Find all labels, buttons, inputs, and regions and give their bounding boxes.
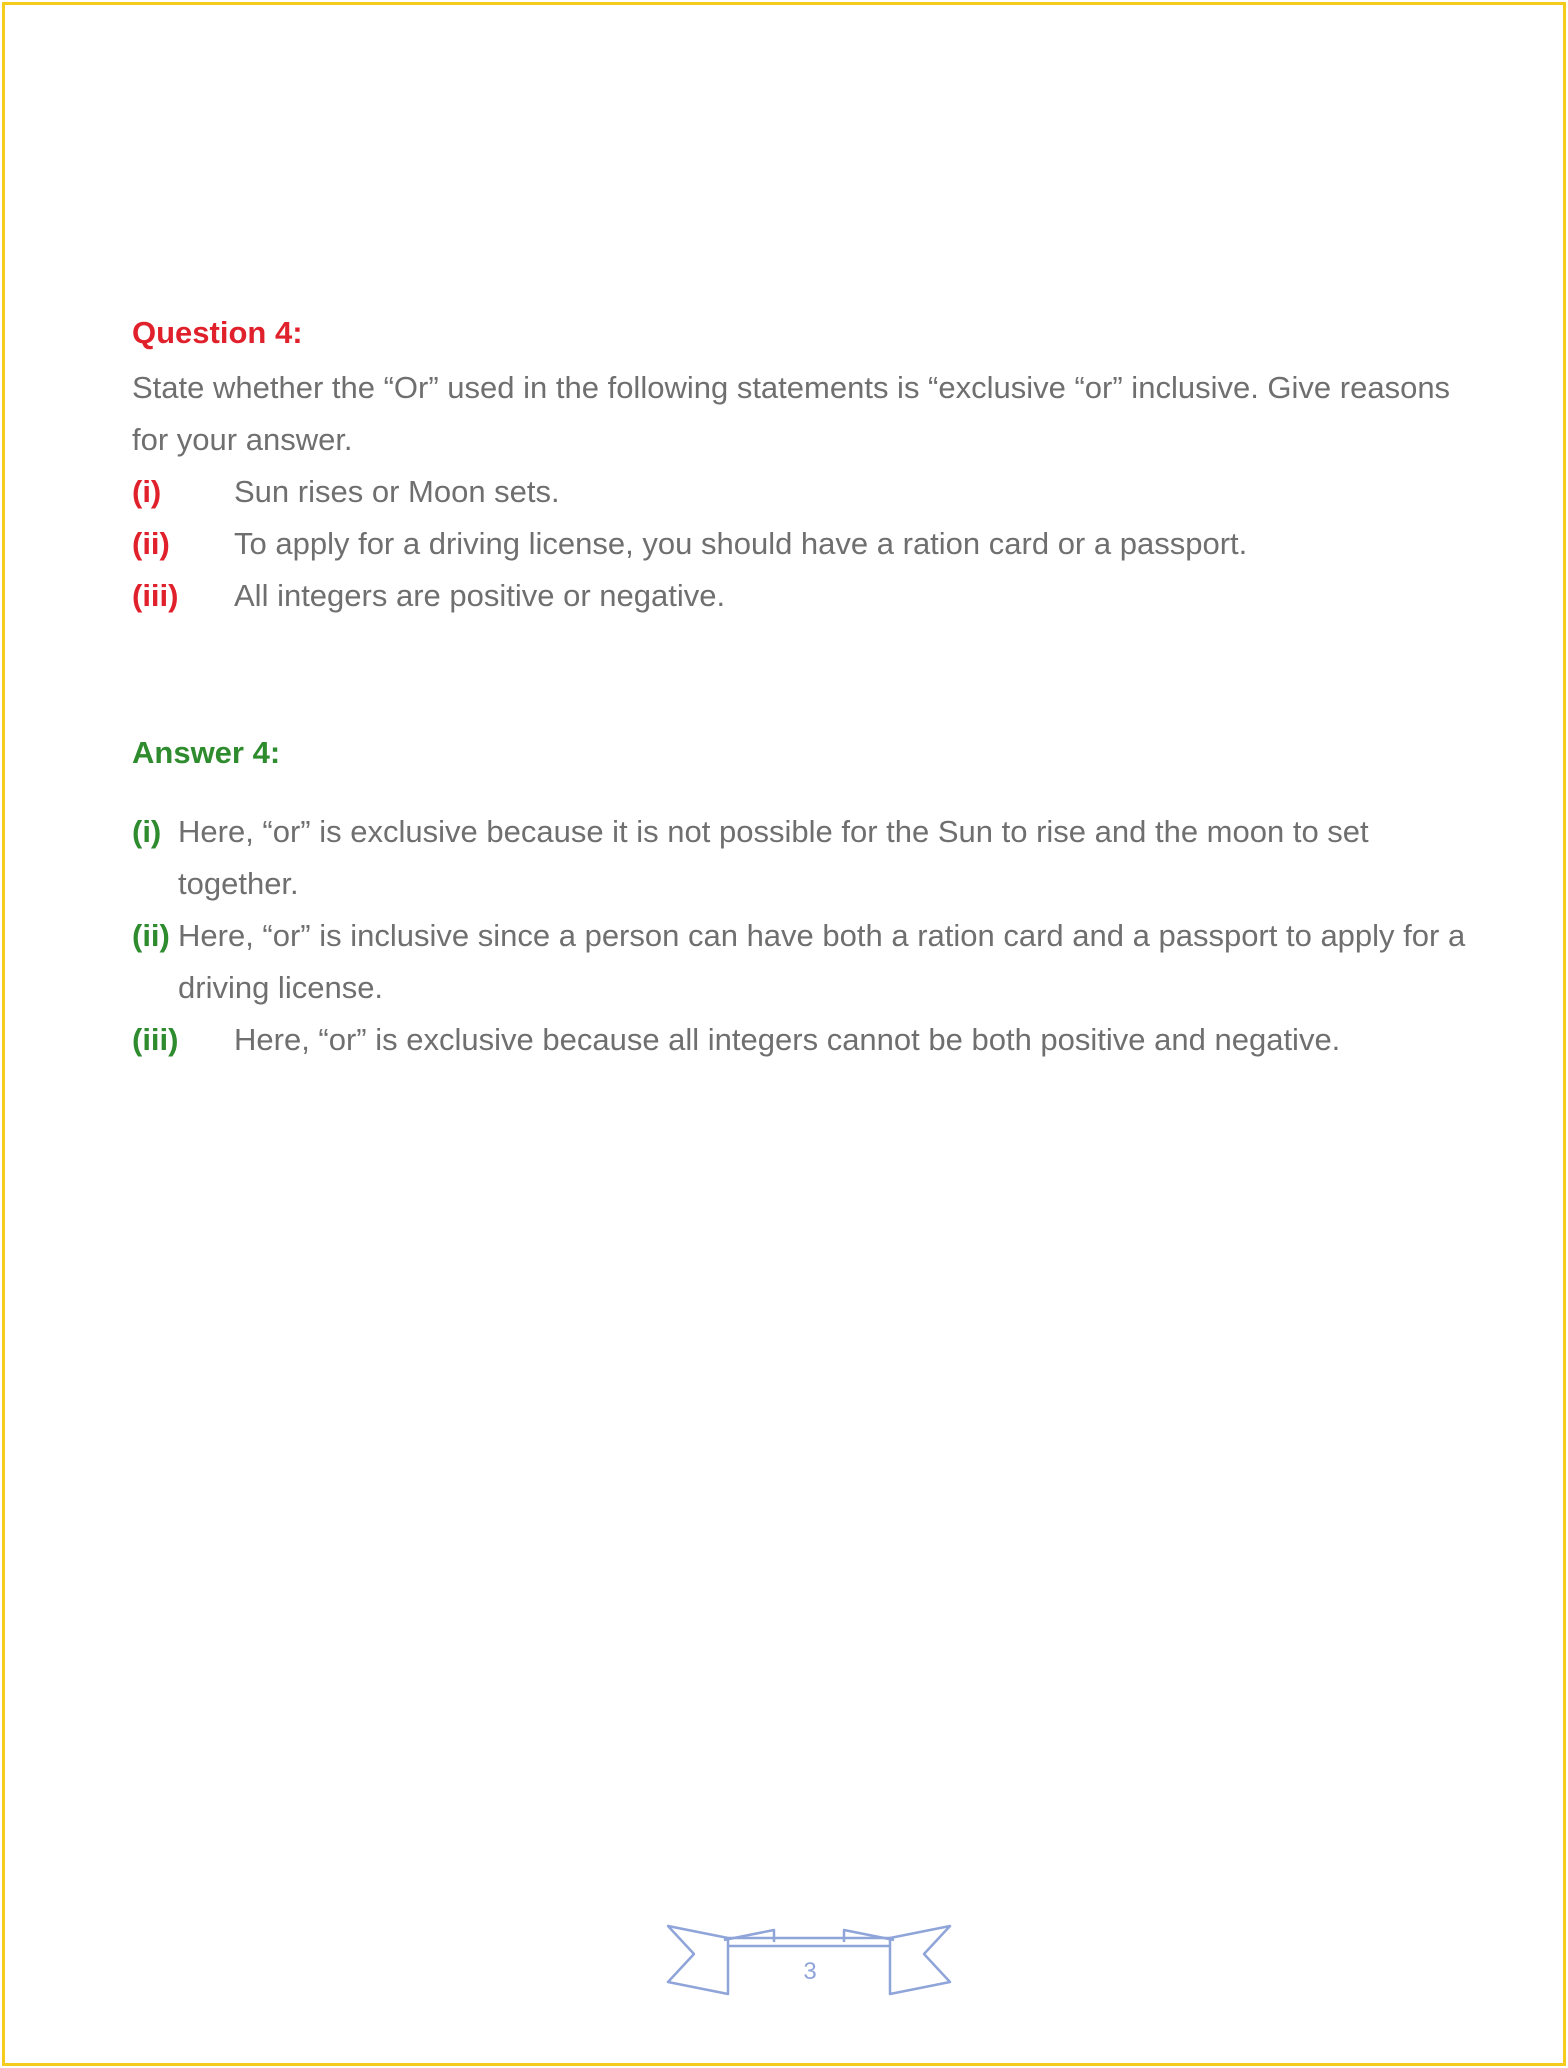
document-content <box>132 312 1472 1066</box>
question-item <box>132 570 1472 622</box>
question-item-marker: (iii) <box>132 578 179 613</box>
answer-item <box>132 806 1472 910</box>
question-item <box>132 466 1472 518</box>
question-item-text: Sun rises or Moon sets. <box>234 474 560 509</box>
answer-heading: Answer 4: <box>132 735 281 770</box>
answer-item-marker: (i) <box>132 814 162 849</box>
page-number: 3 <box>803 1958 817 1985</box>
answer-item-marker: (iii) <box>132 1022 179 1057</box>
question-intro: State whether the “Or” used in the following statements is “exclusive “or” inclusive. Give reasons for your answer. <box>132 370 1451 457</box>
answer-item-text: Here, “or” is exclusive because it is not possible for the Sun to rise and the moon to set together. <box>178 814 1369 901</box>
answer-list <box>132 806 1472 1066</box>
answer-item <box>132 1014 1472 1066</box>
question-item-text: All integers are positive or negative. <box>234 578 726 613</box>
question-item-text: To apply for a driving license, you should have a ration card or a passport. <box>234 526 1248 561</box>
answer-item <box>132 910 1472 1014</box>
question-item-marker: (i) <box>132 474 162 509</box>
question-list <box>132 466 1472 622</box>
question-item <box>132 518 1472 570</box>
question-heading: Question 4: <box>132 315 303 350</box>
question-item-marker: (ii) <box>132 526 170 561</box>
answer-item-text: Here, “or” is exclusive because all integers cannot be both positive and negative. <box>234 1022 1341 1057</box>
answer-item-text: Here, “or” is inclusive since a person can have both a ration card and a passport to apply for a driving license. <box>178 918 1466 1005</box>
answer-item-marker: (ii) <box>132 918 170 953</box>
